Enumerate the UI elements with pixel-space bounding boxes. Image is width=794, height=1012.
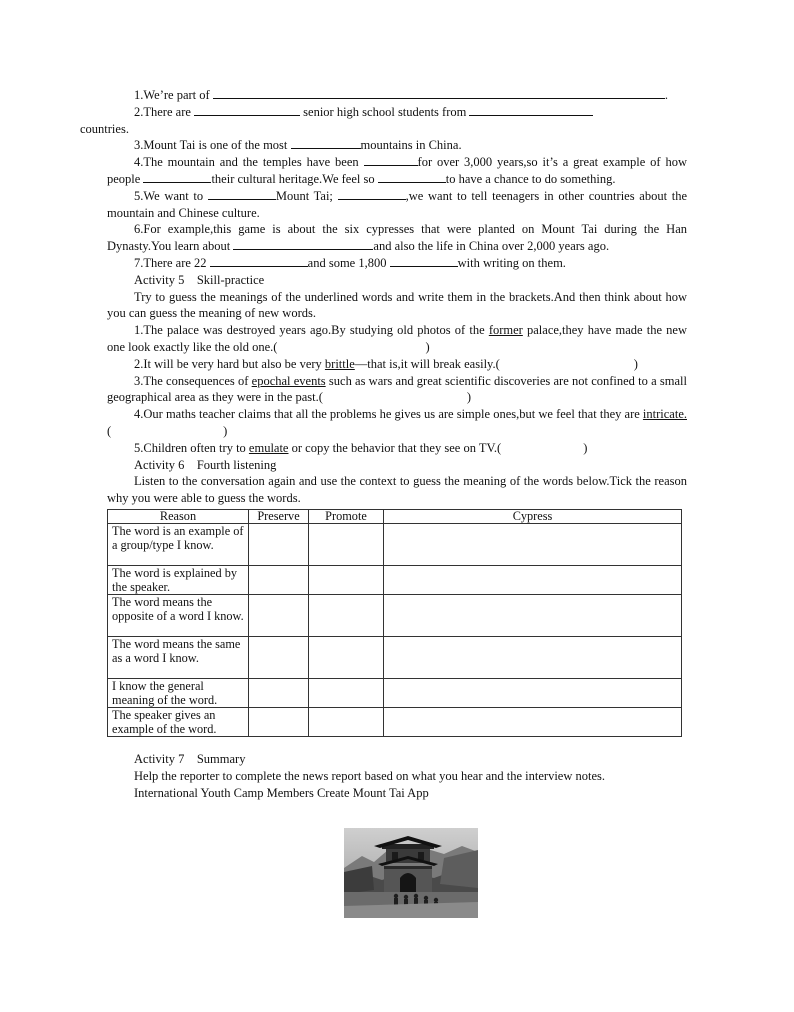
- question-4: 4.The mountain and the temples have been for over 3,000 years,so it’s a great example of how people their cultural heritage.We feel so to have a chance to do something.: [107, 155, 687, 186]
- tick-cell[interactable]: [249, 636, 309, 678]
- tick-cell[interactable]: [384, 678, 682, 707]
- table-row: The word is explained by the speaker.: [108, 565, 682, 594]
- answer-blank[interactable]: [233, 238, 373, 250]
- skill-item-2: 2.It will be very hard but also be very brittle—that is,it will break easily.( ): [134, 356, 638, 371]
- tick-cell[interactable]: [384, 594, 682, 636]
- col-header-cypress: Cypress: [384, 509, 682, 523]
- tick-cell[interactable]: [249, 678, 309, 707]
- activity-6-instructions: Listen to the conversation again and use the context to guess the meaning of the words below.Tick the reason why you were able to guess the words.: [107, 474, 687, 506]
- reason-table: [107, 509, 682, 737]
- answer-blank[interactable]: [208, 188, 276, 200]
- table-row: The speaker gives an example of the word.: [108, 707, 682, 736]
- col-header-reason: Reason: [108, 509, 249, 523]
- mount-tai-temple-photo: [344, 828, 478, 918]
- answer-blank[interactable]: [469, 104, 593, 116]
- tick-cell[interactable]: [309, 636, 384, 678]
- table-row: The word means the same as a word I know.: [108, 636, 682, 678]
- tick-cell[interactable]: [384, 565, 682, 594]
- answer-blank[interactable]: [213, 87, 665, 99]
- tick-cell[interactable]: [309, 678, 384, 707]
- question-7: 7.There are 22 and some 1,800 with writing on them.: [134, 255, 566, 270]
- skill-item-5: 5.Children often try to emulate or copy the behavior that they see on TV.( ): [134, 440, 588, 455]
- tick-cell[interactable]: [249, 565, 309, 594]
- question-2: 2.There are senior high school students from countries.: [107, 104, 687, 138]
- activity-5-instructions: Try to guess the meanings of the underlined words and write them in the brackets.And then think about how you can guess the meaning of new words.: [107, 289, 687, 321]
- col-header-preserve: Preserve: [249, 509, 309, 523]
- worksheet: [80, 86, 688, 801]
- activity-6-heading: Activity 6 Fourth listening: [134, 457, 277, 472]
- tick-cell[interactable]: [249, 707, 309, 736]
- activity-7-heading: Activity 7 Summary: [134, 751, 246, 766]
- question-3: 3.Mount Tai is one of the most mountains in China.: [134, 138, 462, 153]
- answer-blank[interactable]: [210, 255, 308, 267]
- table-row: The word is an example of a group/type I know.: [108, 523, 682, 565]
- skill-item-3: 3.The consequences of epochal events such as wars and great scientific discoveries are not confined to a small geographical area as they were in the past.( ): [107, 373, 687, 405]
- activity-5-heading: Activity 5 Skill-practice: [134, 272, 265, 287]
- answer-blank[interactable]: [390, 255, 458, 267]
- question-1: 1.We’re part of .: [134, 88, 668, 102]
- activity-7-instructions: Help the reporter to complete the news report based on what you hear and the interview notes.: [134, 768, 606, 783]
- answer-blank[interactable]: [338, 188, 406, 200]
- question-5: 5.We want to Mount Tai; ,we want to tell teenagers in other countries about the mountain and Chinese culture.: [107, 188, 688, 220]
- answer-blank[interactable]: [194, 104, 300, 116]
- skill-item-4: 4.Our maths teacher claims that all the problems he gives us are simple ones,but we feel that they are intricate. ( ): [107, 407, 687, 438]
- news-title: International Youth Camp Members Create Mount Tai App: [134, 785, 429, 800]
- tick-cell[interactable]: [384, 523, 682, 565]
- answer-blank[interactable]: [291, 137, 361, 149]
- tick-cell[interactable]: [249, 523, 309, 565]
- tick-cell[interactable]: [309, 565, 384, 594]
- tick-cell[interactable]: [309, 594, 384, 636]
- tick-cell[interactable]: [309, 707, 384, 736]
- table-header-row: [108, 509, 682, 523]
- table-row: I know the general meaning of the word.: [108, 678, 682, 707]
- table-row: The word means the opposite of a word I know.: [108, 594, 682, 636]
- tick-cell[interactable]: [309, 523, 384, 565]
- tick-cell[interactable]: [249, 594, 309, 636]
- answer-blank[interactable]: [378, 171, 446, 183]
- tick-cell[interactable]: [384, 707, 682, 736]
- col-header-promote: Promote: [309, 509, 384, 523]
- answer-blank[interactable]: [364, 154, 418, 166]
- tick-cell[interactable]: [384, 636, 682, 678]
- skill-item-1: 1.The palace was destroyed years ago.By studying old photos of the former palace,they have made the new one look exactly like the old one.( ): [107, 323, 687, 354]
- question-6: 6.For example,this game is about the six cypresses that were planted on Mount Tai during the Han Dynasty.You learn about and also the life in China over 2,000 years ago.: [107, 222, 687, 254]
- answer-blank[interactable]: [143, 171, 211, 183]
